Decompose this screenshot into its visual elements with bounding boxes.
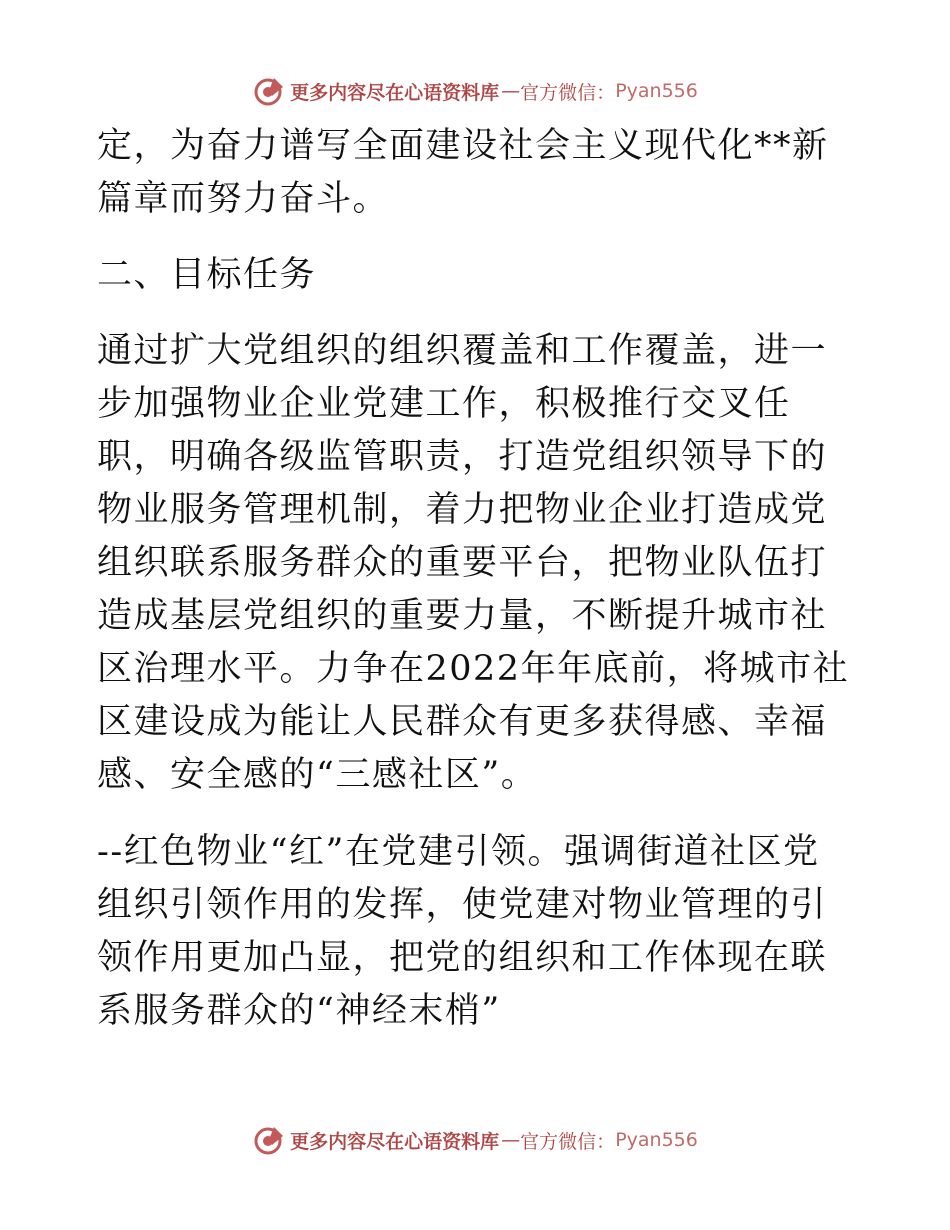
document-body <box>97 120 853 1038</box>
section-heading: 二、目标任务 <box>97 255 317 295</box>
watermark-wechat-id: Pyan556 <box>615 80 698 102</box>
paragraph-continuation: 定，为奋力谱写全面建设社会主义现代化**新篇章而努力奋斗。 <box>97 126 829 219</box>
watermark-wechat-label: 官方微信： <box>520 1130 616 1153</box>
logo-icon <box>252 74 286 108</box>
watermark-wechat-id: Pyan556 <box>615 1129 698 1151</box>
watermark-wechat-label: 官方微信： <box>520 81 616 104</box>
header-watermark <box>0 71 950 111</box>
watermark-dash: — <box>501 1129 519 1151</box>
watermark-dash: — <box>501 80 519 102</box>
watermark-text: 更多内容尽在心语资料库 <box>290 1130 500 1153</box>
paragraph-red-property: --红色物业“红”在党建引领。强调街道社区党组织引领作用的发挥，使党建对物业管理的引领作用更加凸显，把党的组织和工作体现在联系服务群众的“神经末梢” <box>97 832 828 1031</box>
logo-icon <box>252 1123 286 1157</box>
watermark-text: 更多内容尽在心语资料库 <box>290 81 500 104</box>
paragraph-goals: 通过扩大党组织的组织覆盖和工作覆盖，进一步加强物业企业党建工作，积极推行交叉任职，明确各级监管职责，打造党组织领导下的物业服务管理机制，着力把物业企业打造成党组织联系服务群众的重要平台，把物业队伍打造成基层党组织的重要力量，不断提升城市社区治理水平。力争在2022年年底前，将城市社区建设成为能让人民群众有更多获得感、幸福感、安全感的“三感社区”。 <box>97 331 850 795</box>
footer-watermark <box>0 1120 950 1160</box>
